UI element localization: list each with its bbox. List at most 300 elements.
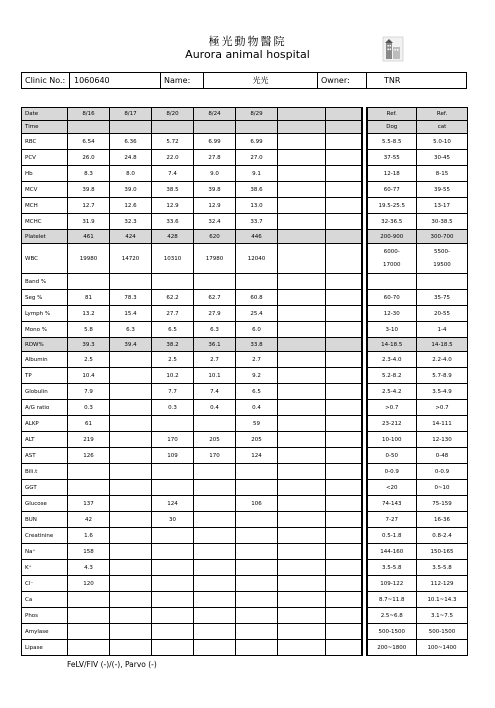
table-cell: 39.8 [194, 182, 236, 198]
row-label-cell: Albumin [22, 352, 68, 368]
table-cell: 33.7 [236, 214, 278, 230]
table-cell [326, 464, 362, 480]
table-cell [68, 464, 110, 480]
table-row [22, 182, 468, 198]
table-row [22, 400, 468, 416]
reference-range-cell: 150-165 [417, 544, 468, 560]
reference-range-cell: <20 [367, 480, 417, 496]
table-cell: 32.4 [194, 214, 236, 230]
table-cell: 2.7 [236, 352, 278, 368]
table-cell: 13.2 [68, 306, 110, 322]
table-cell [278, 560, 326, 576]
reference-range-cell: 12-30 [367, 306, 417, 322]
row-label-cell: ALT [22, 432, 68, 448]
reference-range-cell: 200~1800 [367, 640, 417, 656]
reference-range-cell: 6000- 17000 [367, 244, 417, 274]
reference-range-cell: 10-100 [367, 432, 417, 448]
reference-range-cell: 300-700 [417, 230, 468, 244]
table-cell [326, 274, 362, 290]
row-label-cell: Bili.t [22, 464, 68, 480]
reference-range-cell: 5.2-8.2 [367, 368, 417, 384]
table-cell [110, 448, 152, 464]
table-cell: 39.0 [110, 182, 152, 198]
table-cell [278, 480, 326, 496]
reference-range-cell: 37-55 [367, 150, 417, 166]
table-cell: 6.3 [110, 322, 152, 338]
reference-range-cell: 20-55 [417, 306, 468, 322]
table-cell [278, 624, 326, 640]
reference-range-cell: 60-77 [367, 182, 417, 198]
table-row [22, 512, 468, 528]
reference-range-cell: 500-1500 [367, 624, 417, 640]
table-cell [326, 290, 362, 306]
table-cell: 1.6 [68, 528, 110, 544]
row-label-cell: Lipase [22, 640, 68, 656]
row-label-cell: Mono % [22, 322, 68, 338]
table-cell [278, 182, 326, 198]
table-cell [236, 592, 278, 608]
table-cell [326, 528, 362, 544]
reference-range-cell: 2.2-4.0 [417, 352, 468, 368]
patient-info-bar [21, 72, 467, 89]
table-row [22, 448, 468, 464]
table-cell: 5.72 [152, 134, 194, 150]
table-row [22, 528, 468, 544]
table-cell: 109 [152, 448, 194, 464]
table-row [22, 290, 468, 306]
table-cell [278, 432, 326, 448]
table-cell [278, 368, 326, 384]
row-label-cell: Cl⁻ [22, 576, 68, 592]
reference-range-cell: 500-1500 [417, 624, 468, 640]
table-cell [236, 528, 278, 544]
table-cell [194, 512, 236, 528]
table-cell [326, 182, 362, 198]
table-row [22, 121, 468, 134]
reference-range-cell: 0-0.9 [417, 464, 468, 480]
table-cell: 10.2 [152, 368, 194, 384]
table-cell [326, 560, 362, 576]
table-cell [194, 624, 236, 640]
table-cell [152, 624, 194, 640]
reference-range-cell: 14-18.5 [367, 338, 417, 352]
row-label-cell: AST [22, 448, 68, 464]
table-cell: 12040 [236, 244, 278, 274]
table-cell [152, 592, 194, 608]
table-cell [326, 400, 362, 416]
row-label-cell: Creatinine [22, 528, 68, 544]
table-cell: 2.5 [68, 352, 110, 368]
table-cell [278, 448, 326, 464]
table-cell: 6.5 [152, 322, 194, 338]
table-cell: 30 [152, 512, 194, 528]
table-cell [110, 384, 152, 400]
table-cell: 2.5 [152, 352, 194, 368]
table-cell: 14720 [110, 244, 152, 274]
table-cell [152, 576, 194, 592]
table-cell [278, 306, 326, 322]
table-cell [326, 352, 362, 368]
table-cell [194, 544, 236, 560]
row-label-cell: MCH [22, 198, 68, 214]
table-row [22, 496, 468, 512]
table-cell: 2.7 [194, 352, 236, 368]
table-cell [326, 322, 362, 338]
table-cell: 205 [194, 432, 236, 448]
table-cell [278, 352, 326, 368]
table-cell: 424 [110, 230, 152, 244]
table-cell [278, 166, 326, 182]
table-cell [278, 198, 326, 214]
reference-range-cell: 5.0-10 [417, 134, 468, 150]
table-cell: 120 [68, 576, 110, 592]
table-cell [326, 368, 362, 384]
table-cell [152, 121, 194, 134]
table-row [22, 352, 468, 368]
table-cell [278, 544, 326, 560]
table-cell [278, 244, 326, 274]
table-cell [110, 464, 152, 480]
table-cell: 446 [236, 230, 278, 244]
table-cell: 8/17 [110, 108, 152, 121]
table-cell: 0.3 [152, 400, 194, 416]
table-cell [326, 214, 362, 230]
table-cell [278, 400, 326, 416]
table-cell [326, 496, 362, 512]
table-row [22, 214, 468, 230]
table-cell: 38.2 [152, 338, 194, 352]
table-row [22, 592, 468, 608]
table-cell: 6.99 [236, 134, 278, 150]
reference-range-cell: cat [417, 121, 468, 134]
table-cell [278, 108, 326, 121]
table-cell [194, 416, 236, 432]
row-label-cell: Seg % [22, 290, 68, 306]
table-cell [278, 322, 326, 338]
table-cell: 106 [236, 496, 278, 512]
reference-range-cell: Dog [367, 121, 417, 134]
reference-range-cell: 35-75 [417, 290, 468, 306]
table-cell: 0.4 [236, 400, 278, 416]
table-cell: 25.4 [236, 306, 278, 322]
table-cell [278, 464, 326, 480]
table-cell [326, 640, 362, 656]
table-cell [236, 480, 278, 496]
table-cell [110, 496, 152, 512]
reference-range-cell: 0~10 [417, 480, 468, 496]
reference-range-cell: 2.3-4.0 [367, 352, 417, 368]
table-cell: 81 [68, 290, 110, 306]
table-cell [326, 150, 362, 166]
row-label-cell: BUN [22, 512, 68, 528]
reference-range-cell: 2.5~6.8 [367, 608, 417, 624]
row-label-cell: Band % [22, 274, 68, 290]
table-cell [152, 464, 194, 480]
table-cell: 13.0 [236, 198, 278, 214]
table-cell [326, 432, 362, 448]
table-cell [110, 368, 152, 384]
table-cell [152, 528, 194, 544]
table-cell [68, 121, 110, 134]
table-cell: 6.54 [68, 134, 110, 150]
reference-range-cell: 32-36.5 [367, 214, 417, 230]
table-cell [326, 244, 362, 274]
table-cell: 8.0 [110, 166, 152, 182]
table-cell: 5.8 [68, 322, 110, 338]
reference-range-cell: 74-143 [367, 496, 417, 512]
row-label-cell: Na⁺ [22, 544, 68, 560]
table-cell: 10.4 [68, 368, 110, 384]
table-row [22, 384, 468, 400]
table-cell [326, 338, 362, 352]
table-cell [278, 214, 326, 230]
table-cell [194, 274, 236, 290]
table-row [22, 274, 468, 290]
table-cell [236, 274, 278, 290]
table-cell: 8/16 [68, 108, 110, 121]
table-cell: 6.5 [236, 384, 278, 400]
reference-range-cell: 0.8-2.4 [417, 528, 468, 544]
table-cell [326, 384, 362, 400]
patient-name-label: Name: [161, 73, 204, 88]
table-cell [110, 121, 152, 134]
reference-range-cell: 60-70 [367, 290, 417, 306]
table-cell: 8/20 [152, 108, 194, 121]
table-cell [326, 121, 362, 134]
row-label-cell: RDW% [22, 338, 68, 352]
table-row [22, 338, 468, 352]
patient-name-value: 光光 [204, 73, 318, 88]
table-cell [278, 150, 326, 166]
reference-range-cell: 2.5-4.2 [367, 384, 417, 400]
table-row [22, 560, 468, 576]
table-cell: 33.6 [152, 214, 194, 230]
table-cell: 27.8 [194, 150, 236, 166]
table-cell: 27.7 [152, 306, 194, 322]
reference-range-cell: 5.7-8.9 [417, 368, 468, 384]
table-cell: 6.36 [110, 134, 152, 150]
table-cell: 620 [194, 230, 236, 244]
table-cell: 7.7 [152, 384, 194, 400]
table-cell [68, 480, 110, 496]
row-label-cell: PCV [22, 150, 68, 166]
table-cell [152, 274, 194, 290]
table-row [22, 480, 468, 496]
table-cell: 59 [236, 416, 278, 432]
table-cell: 27.9 [194, 306, 236, 322]
table-cell: 9.2 [236, 368, 278, 384]
table-cell [236, 608, 278, 624]
row-label-cell: Platelet [22, 230, 68, 244]
table-cell: 78.3 [110, 290, 152, 306]
table-cell [110, 592, 152, 608]
reference-range-cell: 0.5-1.8 [367, 528, 417, 544]
table-cell [326, 230, 362, 244]
table-cell: 42 [68, 512, 110, 528]
table-cell: 61 [68, 416, 110, 432]
table-cell: 22.0 [152, 150, 194, 166]
reference-range-cell: 3.5-5.8 [367, 560, 417, 576]
table-cell [152, 640, 194, 656]
reference-range-cell: 13-17 [417, 198, 468, 214]
reference-range-cell: 144-160 [367, 544, 417, 560]
table-row [22, 166, 468, 182]
table-cell [110, 274, 152, 290]
row-label-cell: Globulin [22, 384, 68, 400]
table-cell [326, 608, 362, 624]
reference-range-cell: 5500- 19500 [417, 244, 468, 274]
table-cell [326, 592, 362, 608]
table-cell [326, 512, 362, 528]
table-cell: 33.8 [236, 338, 278, 352]
table-cell [326, 306, 362, 322]
row-label-cell: MCV [22, 182, 68, 198]
table-cell: 62.7 [194, 290, 236, 306]
table-cell: 24.8 [110, 150, 152, 166]
table-cell [194, 640, 236, 656]
table-cell: 62.2 [152, 290, 194, 306]
table-cell [278, 384, 326, 400]
reference-range-cell: 3.5-4.9 [417, 384, 468, 400]
table-cell [236, 512, 278, 528]
table-cell [110, 352, 152, 368]
table-cell: 170 [152, 432, 194, 448]
row-label-cell: Ca [22, 592, 68, 608]
table-cell: 26.0 [68, 150, 110, 166]
table-cell: 7.9 [68, 384, 110, 400]
reference-range-cell: 5.5-8.5 [367, 134, 417, 150]
table-cell [68, 592, 110, 608]
row-label-cell: WBC [22, 244, 68, 274]
reference-range-cell: Ref. [367, 108, 417, 121]
table-cell [278, 640, 326, 656]
table-cell [326, 480, 362, 496]
reference-range-cell: 14-18.5 [417, 338, 468, 352]
reference-range-cell: 112-129 [417, 576, 468, 592]
table-cell [152, 416, 194, 432]
table-cell: 7.4 [152, 166, 194, 182]
table-cell [68, 624, 110, 640]
reference-range-cell: 1-4 [417, 322, 468, 338]
row-label-cell: Phos [22, 608, 68, 624]
table-cell [194, 576, 236, 592]
table-cell: 124 [152, 496, 194, 512]
table-cell [278, 290, 326, 306]
table-cell [278, 338, 326, 352]
reference-range-cell: 39-55 [417, 182, 468, 198]
table-cell: 124 [236, 448, 278, 464]
table-row [22, 576, 468, 592]
reference-range-cell: 8.7~11.8 [367, 592, 417, 608]
table-row [22, 230, 468, 244]
row-label-cell: Hb [22, 166, 68, 182]
reference-range-cell: 12-18 [367, 166, 417, 182]
table-row [22, 544, 468, 560]
table-cell [278, 121, 326, 134]
reference-range-cell: Ref. [417, 108, 468, 121]
table-cell [326, 576, 362, 592]
table-row [22, 244, 468, 274]
row-label-cell: Amylase [22, 624, 68, 640]
table-cell [194, 496, 236, 512]
owner-value: TNR [384, 76, 401, 85]
table-cell [194, 480, 236, 496]
hospital-name-english: Aurora animal hospital [185, 48, 310, 61]
table-cell [278, 274, 326, 290]
table-cell [194, 121, 236, 134]
reference-range-cell: 109-122 [367, 576, 417, 592]
table-cell: 428 [152, 230, 194, 244]
lab-results-table [21, 107, 468, 656]
reference-range-cell [417, 274, 468, 290]
table-cell: 15.4 [110, 306, 152, 322]
table-cell: 39.3 [68, 338, 110, 352]
table-cell: 19980 [68, 244, 110, 274]
serology-note: FeLV/FIV (-)/(-), Parvo (-) [67, 660, 157, 669]
table-cell: 9.1 [236, 166, 278, 182]
table-cell: 158 [68, 544, 110, 560]
row-label-cell: Glucose [22, 496, 68, 512]
reference-range-cell: 12-130 [417, 432, 468, 448]
table-cell [326, 448, 362, 464]
row-label-cell: Date [22, 108, 68, 121]
table-row [22, 624, 468, 640]
table-cell: 8.3 [68, 166, 110, 182]
table-cell: 17980 [194, 244, 236, 274]
table-cell [68, 640, 110, 656]
reference-range-cell: 200-900 [367, 230, 417, 244]
table-cell [278, 528, 326, 544]
reference-range-cell: 3.5-5.8 [417, 560, 468, 576]
table-row [22, 198, 468, 214]
table-cell [194, 464, 236, 480]
reference-range-cell: 0-48 [417, 448, 468, 464]
table-cell [110, 512, 152, 528]
hospital-name-chinese: 極光動物醫院 [208, 35, 287, 48]
table-cell: 6.3 [194, 322, 236, 338]
table-cell: 60.8 [236, 290, 278, 306]
table-cell [326, 198, 362, 214]
reference-range-cell: 30-38.5 [417, 214, 468, 230]
table-cell [152, 480, 194, 496]
table-cell: 12.9 [194, 198, 236, 214]
table-cell: 137 [68, 496, 110, 512]
table-cell [194, 560, 236, 576]
reference-range-cell: 30-45 [417, 150, 468, 166]
clinic-number-value: 1060640 [70, 73, 161, 88]
table-cell [278, 134, 326, 150]
reference-range-cell: 8-15 [417, 166, 468, 182]
table-cell: 38.6 [236, 182, 278, 198]
table-row [22, 134, 468, 150]
table-cell [68, 274, 110, 290]
table-cell: 39.8 [68, 182, 110, 198]
table-row [22, 150, 468, 166]
table-cell: 32.3 [110, 214, 152, 230]
table-cell [278, 496, 326, 512]
reference-range-cell: 0-50 [367, 448, 417, 464]
table-cell [110, 528, 152, 544]
row-label-cell: MCHC [22, 214, 68, 230]
table-cell [68, 608, 110, 624]
table-row [22, 432, 468, 448]
table-row [22, 640, 468, 656]
row-label-cell: Time [22, 121, 68, 134]
table-cell [236, 121, 278, 134]
row-label-cell: GGT [22, 480, 68, 496]
table-cell: 38.5 [152, 182, 194, 198]
row-label-cell: RBC [22, 134, 68, 150]
